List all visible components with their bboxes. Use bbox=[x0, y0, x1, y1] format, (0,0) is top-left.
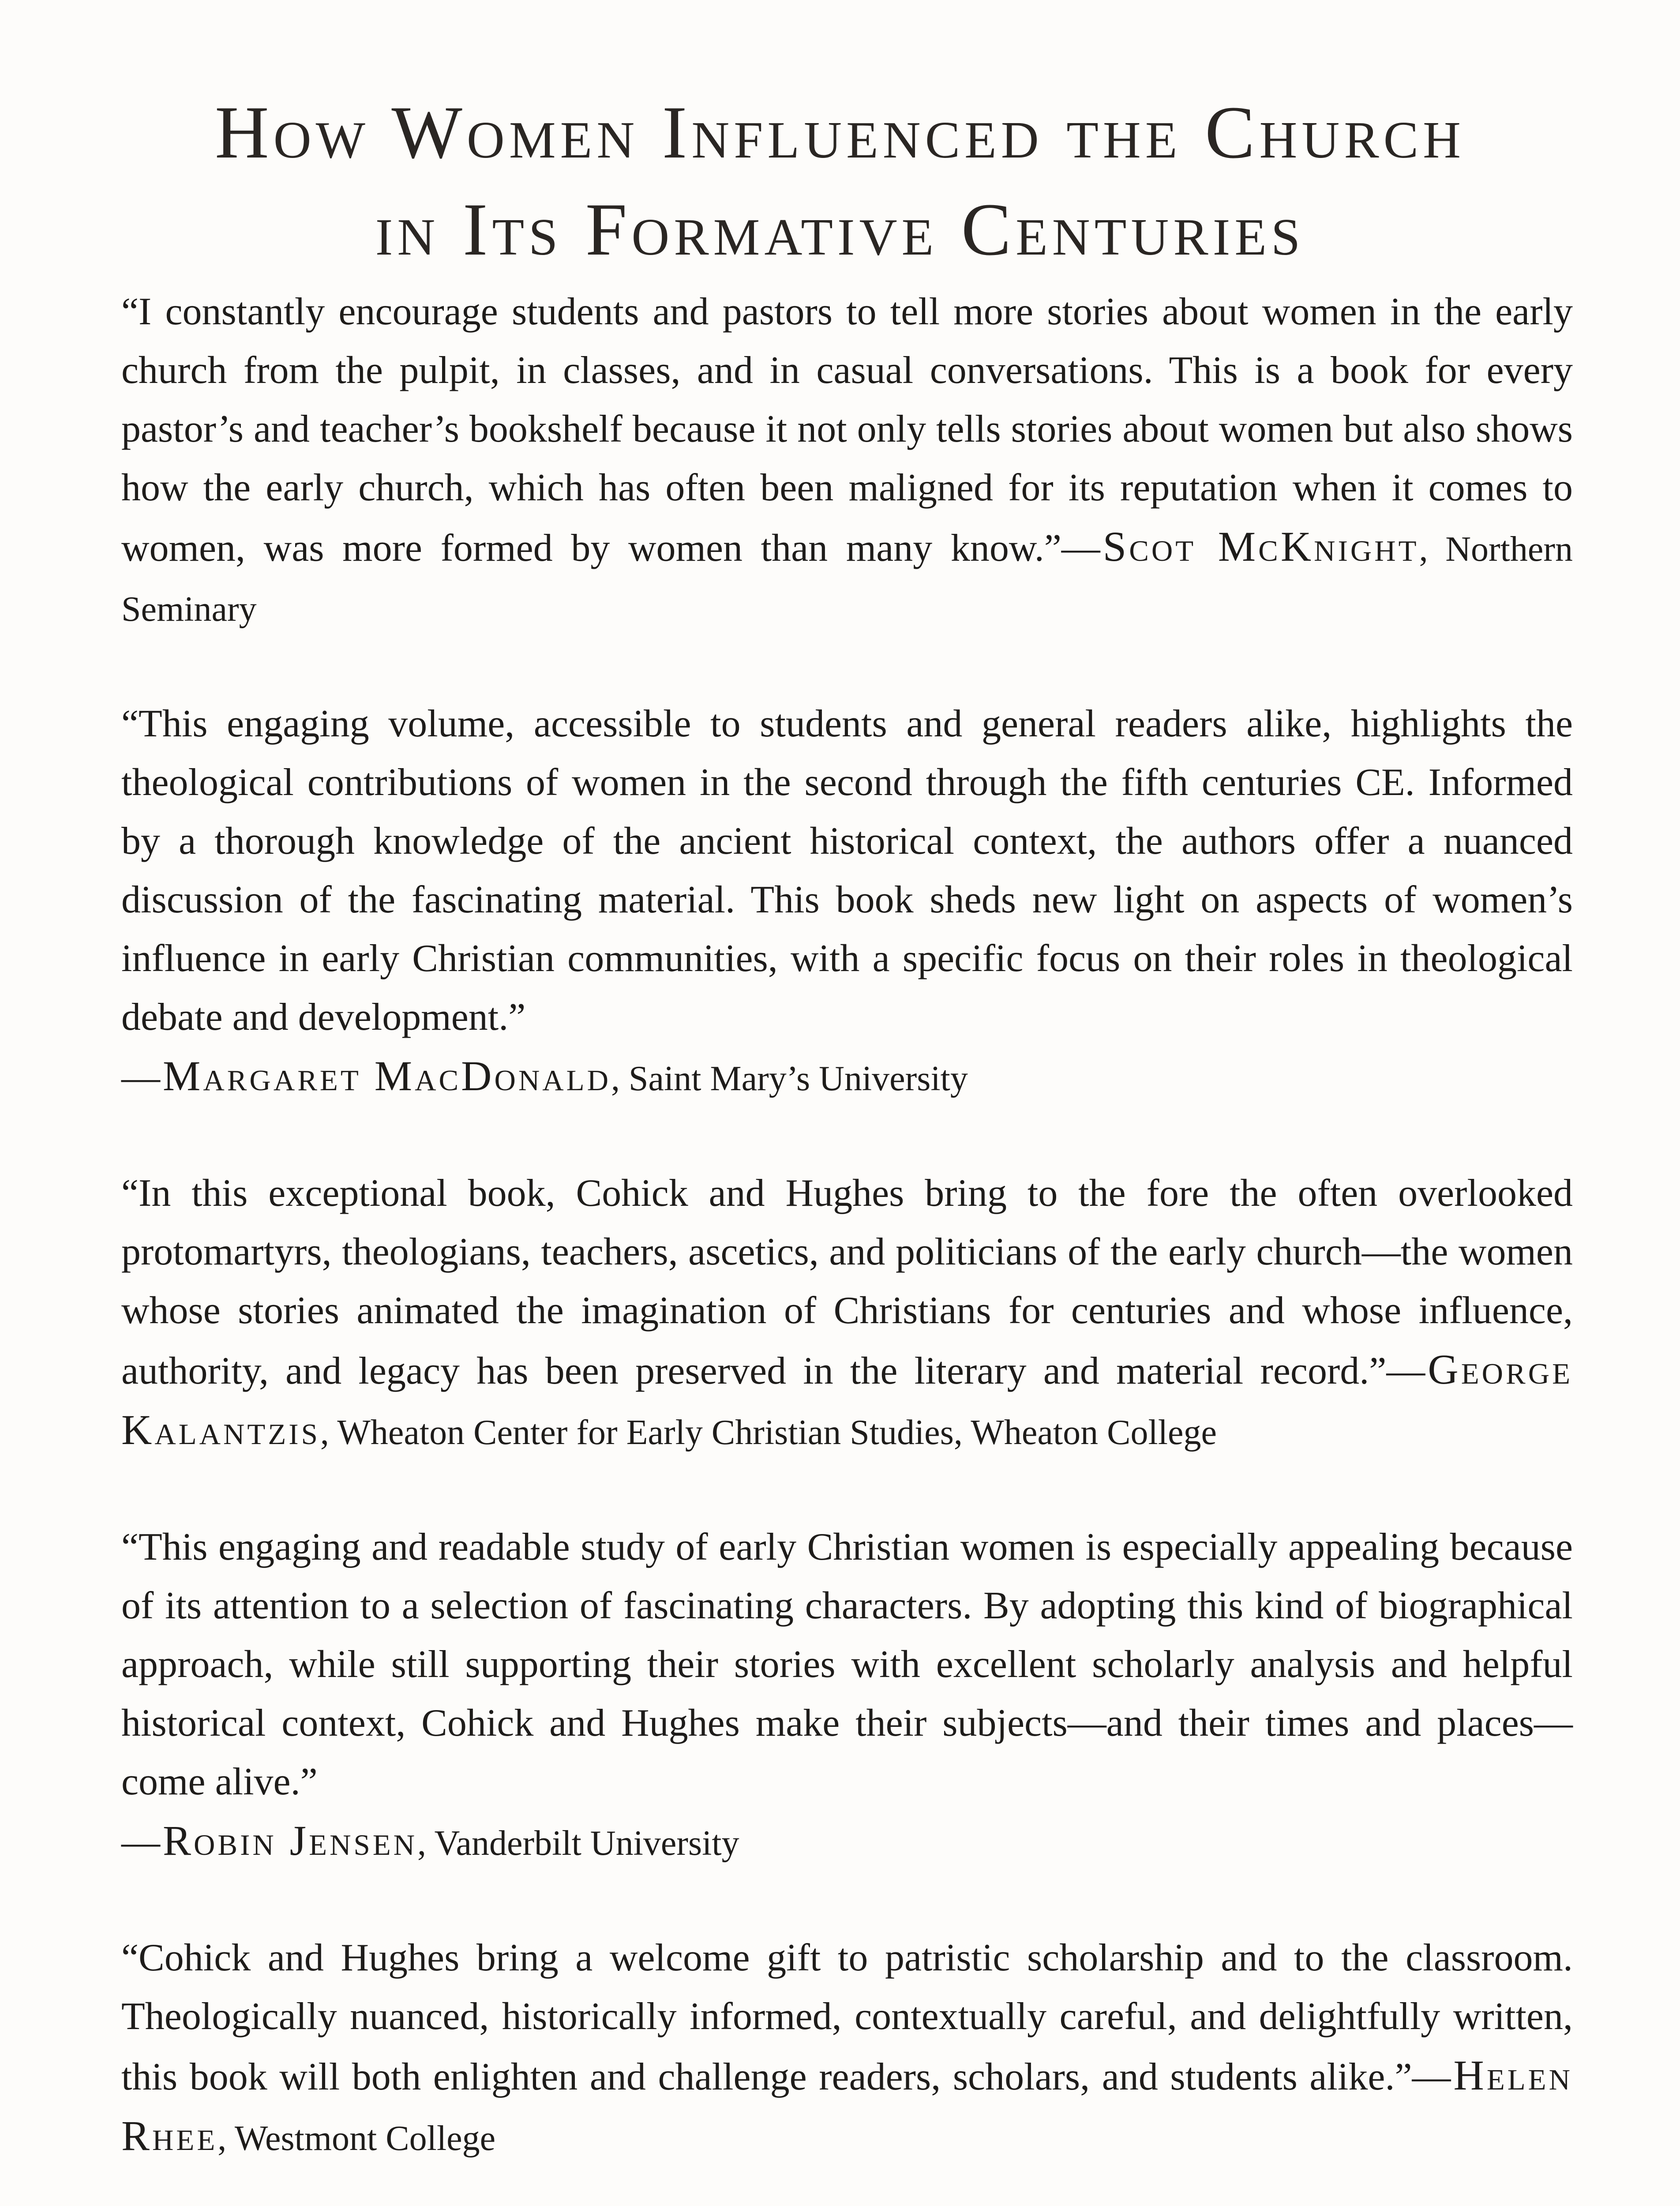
endorsement-attribution bbox=[121, 1047, 1573, 1108]
endorsements bbox=[121, 282, 1573, 2206]
endorser-affiliation: , Northern Seminary bbox=[121, 530, 1573, 629]
endorsement-quote: “This engaging volume, accessible to students and general readers alike, highlights the theological contributions of women in the second through the fifth centuries CE. Informed by a thorough knowledge of the ancient historical context, the authors offer a nuanced discussion of the fascinating material. This book sheds new light on aspects of women’s influence in early Christian communities, with a specific focus on their roles in theological debate and development.” bbox=[121, 702, 1573, 1039]
endorser-affiliation: , Vanderbilt University bbox=[417, 1824, 739, 1863]
endorsement-attribution bbox=[121, 1811, 1573, 1873]
attribution-dash: — bbox=[1386, 1350, 1425, 1392]
attribution-dash: — bbox=[1061, 527, 1100, 570]
title-line-1: How Women Influenced the Church bbox=[214, 91, 1466, 174]
endorser-name: George Kalantzis bbox=[121, 1346, 1573, 1453]
endorser-affiliation: , Wheaton Center for Early Christian Studies, Wheaton College bbox=[320, 1413, 1217, 1452]
endorser-name: Margaret MacDonald bbox=[163, 1052, 611, 1099]
endorsement-quote: “This engaging and readable study of early Christian women is especially appealing because of its attention to a selection of fascinating characters. By adopting this kind of biographical approach, while still supporting their stories with excellent scholarly analysis and helpful historical context, Cohick and Hughes make their subjects—and their times and places—come alive.” bbox=[121, 1526, 1573, 1803]
blurb-list bbox=[121, 282, 1573, 2206]
endorsement-quote: “In this exceptional book, Cohick and Hughes bring to the fore the often overlooked protomartyrs, theologians, teachers, ascetics, and politicians of the early church—the women whose stories animated the imagination of Christians for centuries and whose influence, authority, and legacy has been preserved in the literary and material record.” bbox=[121, 1172, 1573, 1392]
attribution-dash: — bbox=[121, 1821, 160, 1864]
book-title bbox=[0, 84, 1680, 278]
endorsement-1 bbox=[121, 282, 1573, 639]
title-line-2: in Its Formative Centuries bbox=[375, 188, 1305, 271]
endorsement-5 bbox=[121, 1928, 1573, 2168]
endorser-name: Robin Jensen bbox=[163, 1817, 418, 1864]
endorser-name: Helen Rhee bbox=[121, 2052, 1573, 2159]
endorsement-2 bbox=[121, 694, 1573, 1108]
attribution-dash: — bbox=[121, 1056, 160, 1099]
endorser-name: Scot McKnight bbox=[1102, 523, 1419, 570]
endorsement-3 bbox=[121, 1164, 1573, 1462]
endorser-affiliation: , Saint Mary’s University bbox=[611, 1059, 968, 1098]
endorsement-quote: “I constantly encourage students and pastors to tell more stories about women in the early church from the pulpit, in classes, and in casual conversations. This is a book for every pastor’s and teacher’s bookshelf because it not only tells stories about women but also shows how the early church, which has often been maligned for its reputation when it comes to women, was more formed by women than many know.” bbox=[121, 290, 1573, 570]
attribution-dash: — bbox=[1412, 2056, 1451, 2098]
endorser-affiliation: , Westmont College bbox=[218, 2119, 496, 2158]
endorsement-4 bbox=[121, 1518, 1573, 1873]
endorsement-quote: “Cohick and Hughes bring a welcome gift to patristic scholarship and to the classroom. Theologically nuanced, historically informed, contextually careful, and delightfully written, this book will both enlighten and challenge readers, scholars, and students alike.” bbox=[121, 1936, 1573, 2098]
